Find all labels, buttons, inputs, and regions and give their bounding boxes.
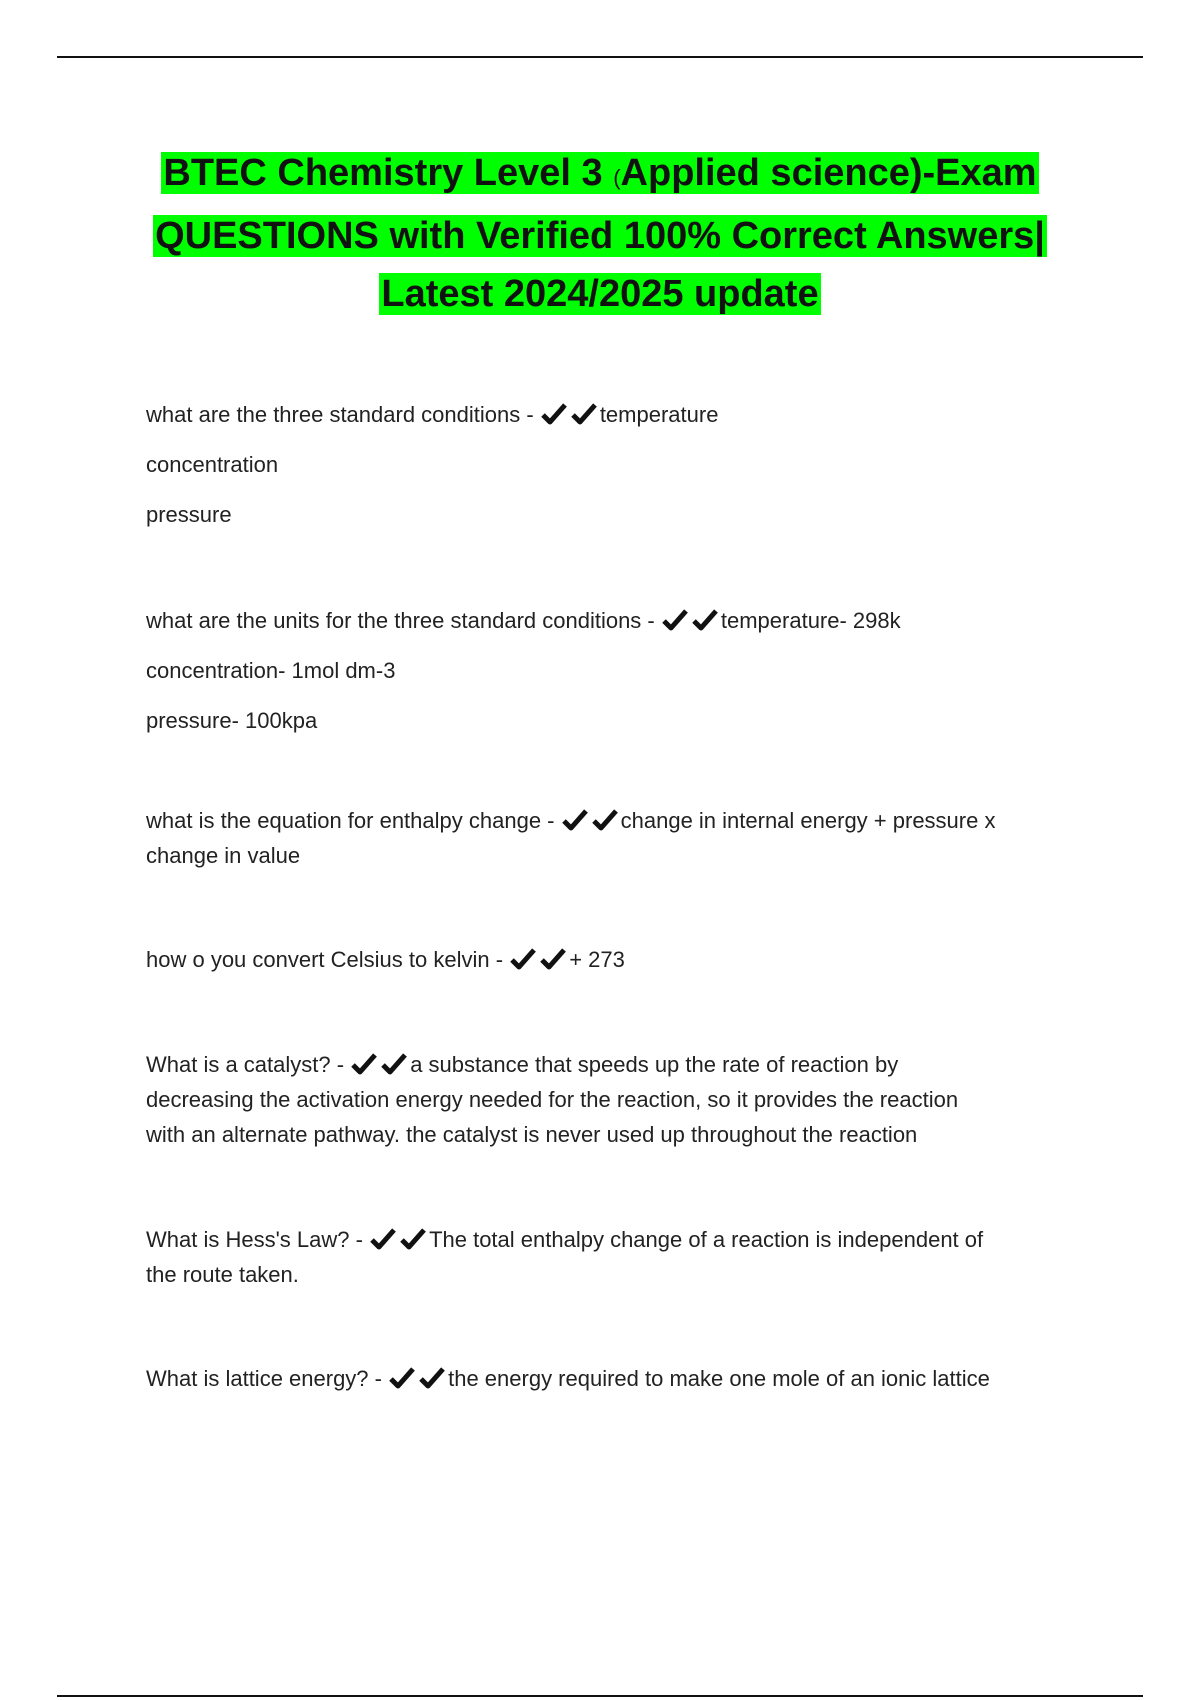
qa-item [146,803,1086,873]
answer-text: decreasing the activation energy needed for the reaction, so it provides the reaction [146,1087,959,1112]
bottom-rule [57,1695,1143,1697]
answer-text: concentration- 1mol dm-3 [146,658,396,683]
check-icon [369,1227,399,1251]
answer-text: change in value [146,843,301,868]
answer-text: temperature- 298k [720,608,901,633]
answer-text: concentration [146,452,279,477]
top-rule [57,56,1143,58]
question-text: What is lattice energy? - [146,1366,382,1391]
check-icon [418,1366,448,1390]
check-icon [388,1366,418,1390]
answer-text: a substance that speeds up the rate of reaction by [410,1052,899,1077]
qa-item [146,390,1086,540]
question-text: What is a catalyst? - [146,1052,345,1077]
check-icon [661,608,691,632]
check-icon [380,1052,410,1076]
qa-item [146,1361,1086,1396]
check-icon [591,808,621,832]
qa-item [146,1047,1086,1152]
check-icon [540,402,570,426]
check-icon [399,1227,429,1251]
answer-text: the energy required to make one mole of an ionic lattice [448,1366,990,1391]
check-icon [561,808,591,832]
question-text: what are the units for the three standard conditions - [146,608,655,633]
answer-text: with an alternate pathway. the catalyst is never used up throughout the reaction [146,1122,918,1147]
answer-text: change in internal energy + pressure x [620,808,996,833]
question-text: What is Hess's Law? - [146,1227,363,1252]
document-title [100,144,1100,323]
answer-text: pressure- 100kpa [146,708,318,733]
answer-text: the route taken. [146,1262,299,1287]
question-text: what are the three standard conditions - [146,402,534,427]
question-text: how o you convert Celsius to kelvin - [146,947,504,972]
title-line-3: Latest 2024/2025 update [381,273,819,315]
qa-item [146,596,1086,746]
qa-item [146,1222,1086,1292]
answer-text: + 273 [569,947,625,972]
answer-text: temperature [599,402,719,427]
answer-text: pressure [146,502,232,527]
question-text: what is the equation for enthalpy change - [146,808,555,833]
qa-item [146,942,1086,977]
check-icon [539,947,569,971]
check-icon [509,947,539,971]
title-line-1: BTEC Chemistry Level 3 (Applied science)-Exam [163,152,1037,194]
title-line-2: QUESTIONS with Verified 100% Correct Answers| [155,215,1045,257]
check-icon [570,402,600,426]
check-icon [691,608,721,632]
check-icon [350,1052,380,1076]
answer-text: The total enthalpy change of a reaction is independent of [429,1227,984,1252]
